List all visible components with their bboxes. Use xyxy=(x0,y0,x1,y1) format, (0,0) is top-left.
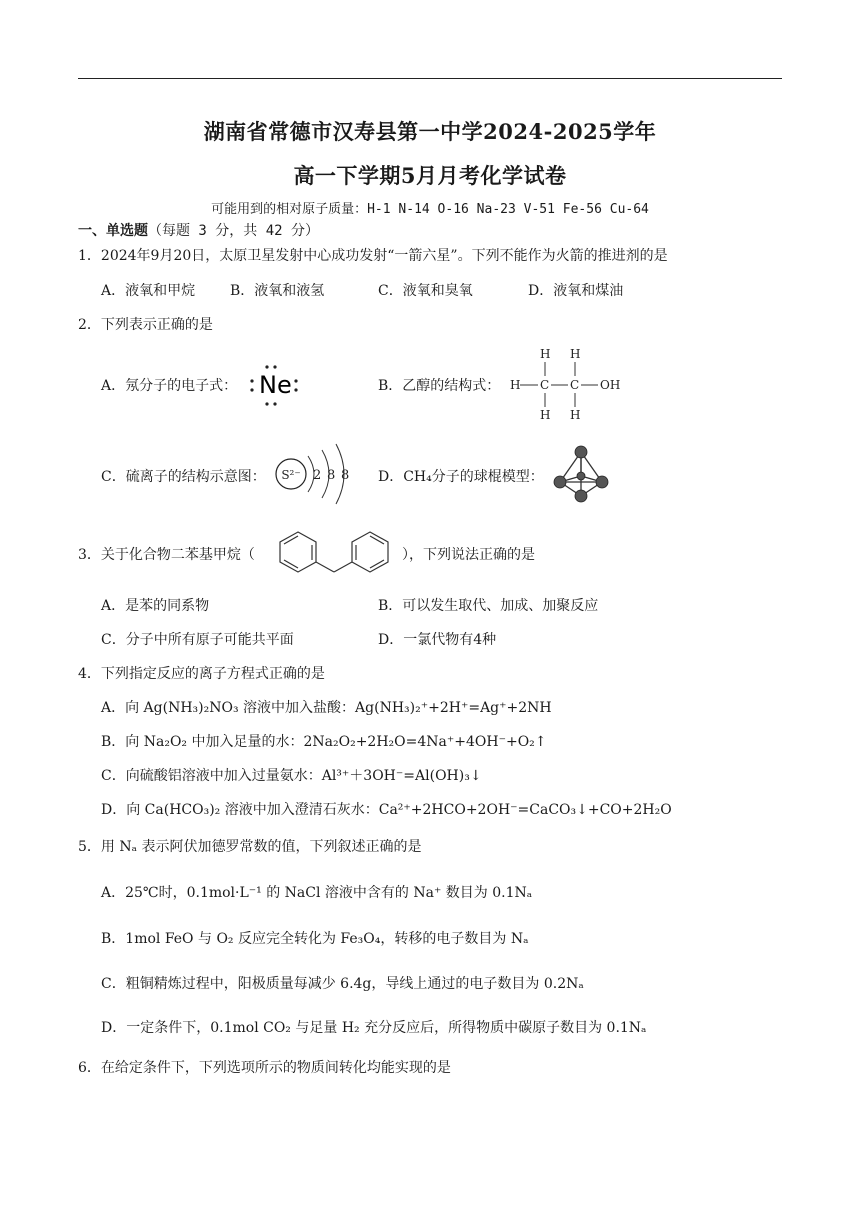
q1-option-b: B．液氧和液氢 xyxy=(230,283,325,299)
q5-option-b: B．1mol FeO 与 O₂ 反应完全转化为 Fe₃O₄，转移的电子数目为 Nₐ xyxy=(101,931,529,947)
q1-option-c: C．液氧和臭氧 xyxy=(378,283,473,299)
ch4-ball-stick-model xyxy=(550,444,612,504)
q1-stem: 1．2024年9月20日，太原卫星发射中心成功发射“一箭六星”。下列不能作为火箭的推进剂的是 xyxy=(78,248,668,264)
diphenylmethane-structure xyxy=(268,528,400,580)
q4-stem: 4．下列指定反应的离子方程式正确的是 xyxy=(78,666,325,682)
section-note: （每题 3 分，共 42 分） xyxy=(148,223,320,239)
q5-option-c: C．粗铜精炼过程中，阳极质量每减少 6.4g，导线上通过的电子数目为 0.2Nₐ xyxy=(101,976,584,992)
q3-stem-start: 3．关于化合物二苯基甲烷（ xyxy=(78,547,255,563)
q6-stem: 6．在给定条件下，下列选项所示的物质间转化均能实现的是 xyxy=(78,1060,451,1076)
sulfide-ion-diagram xyxy=(272,440,358,508)
q3-option-a: A．是苯的同系物 xyxy=(101,598,210,614)
exam-title-line1: 湖南省常德市汉寿县第一中学2024-2025学年 xyxy=(203,119,657,144)
shell-count: 2 xyxy=(313,468,322,483)
h-atom: H xyxy=(570,408,581,422)
section-title: 一、单选题 xyxy=(78,223,148,239)
h-atom: H xyxy=(570,347,581,361)
q3-option-b: B．可以发生取代、加成、加聚反应 xyxy=(378,598,599,614)
q2-option-a: A．氖分子的电子式： xyxy=(101,378,238,394)
c-atom: C xyxy=(570,378,580,392)
q2-option-d: D．CH₄分子的球棍模型： xyxy=(378,469,544,485)
shell-count: 8 xyxy=(341,468,350,483)
q4-option-b: B．向 Na₂O₂ 中加入足量的水：2Na₂O₂+2H₂O=4Na⁺+4OH⁻+O₂↑ xyxy=(101,734,547,750)
q3-option-d: D．一氯代物有4种 xyxy=(378,632,497,648)
section-heading xyxy=(78,222,319,240)
q4-option-d: D．向 Ca(HCO₃)₂ 溶液中加入澄清石灰水：Ca²⁺+2HCO+2OH⁻=CaCO₃↓+CO+2H₂O xyxy=(101,802,672,818)
q3-stem-end: ），下列说法正确的是 xyxy=(402,547,535,563)
q4-option-a: A．向 Ag(NH₃)₂NO₃ 溶液中加入盐酸：Ag(NH₃)₂⁺+2H⁺=Ag⁺+2NH xyxy=(101,700,552,716)
h-atom: H xyxy=(540,408,551,422)
h-atom: H xyxy=(510,378,521,392)
exam-title-line2: 高一下学期5月月考化学试卷 xyxy=(293,163,567,188)
q5-option-a: A．25℃时，0.1mol·L⁻¹ 的 NaCl 溶液中含有的 Na⁺ 数目为 0.1Nₐ xyxy=(101,885,533,901)
oh-group: OH xyxy=(600,378,621,392)
q1-option-d: D．液氧和煤油 xyxy=(528,283,624,299)
neon-symbol: Ne xyxy=(259,371,292,399)
q1-option-a: A．液氧和甲烷 xyxy=(101,283,196,299)
shell-count: 8 xyxy=(327,468,336,483)
atomic-masses: 可能用到的相对原子质量：H-1 N-14 O-16 Na-23 V-51 Fe-56 Cu-64 xyxy=(211,202,649,217)
nucleus-label: S²⁻ xyxy=(281,468,301,482)
q4-option-c: C．向硫酸铝溶液中加入过量氨水：Al³⁺＋3OH⁻=Al(OH)₃↓ xyxy=(101,768,482,784)
q2-stem: 2．下列表示正确的是 xyxy=(78,317,213,333)
h-atom: H xyxy=(540,347,551,361)
q5-option-d: D．一定条件下，0.1mol CO₂ 与足量 H₂ 充分反应后，所得物质中碳原子数目为 0.1Nₐ xyxy=(101,1020,647,1036)
neon-electron-formula xyxy=(246,362,302,408)
q3-option-c: C．分子中所有原子可能共平面 xyxy=(101,632,294,648)
c-atom: C xyxy=(540,378,550,392)
q2-option-b: B．乙醇的结构式： xyxy=(378,378,501,394)
q2-option-c: C．硫离子的结构示意图： xyxy=(101,469,266,485)
header-rule xyxy=(78,78,782,79)
ethanol-structural-formula xyxy=(508,346,620,422)
q5-stem: 5．用 Nₐ 表示阿伏加德罗常数的值，下列叙述正确的是 xyxy=(78,839,422,855)
